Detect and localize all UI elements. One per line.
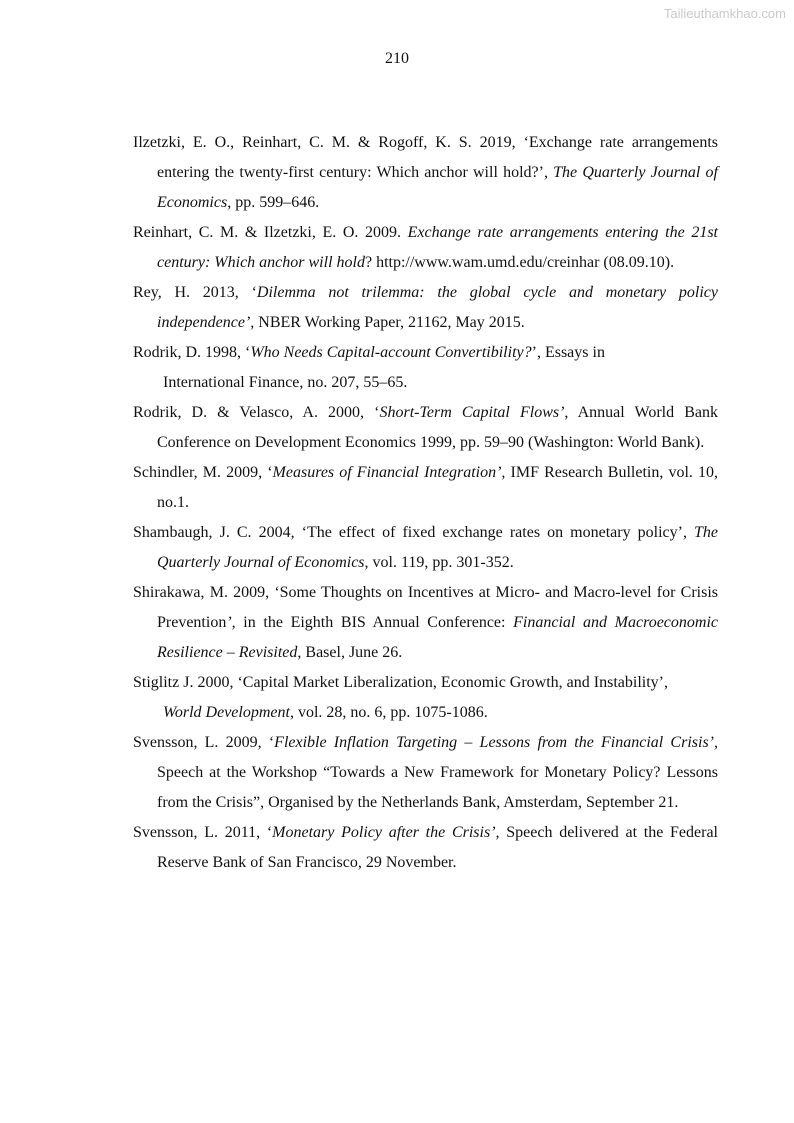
reference-text: ? http://www.wam.umd.edu/creinhar (08.09.10). <box>364 254 675 271</box>
reference-continuation-line <box>157 698 718 728</box>
reference-entry <box>133 398 718 458</box>
reference-text: Rodrik, D. & Velasco, A. 2000, ‘ <box>133 404 380 421</box>
reference-entry <box>133 218 718 278</box>
reference-text: , Basel, June 26. <box>297 644 403 661</box>
watermark-text: Tailieuthamkhao.com <box>663 6 786 21</box>
reference-entry <box>133 668 718 728</box>
reference-text: International Finance, no. 207, 55–65. <box>163 374 408 391</box>
reference-text: Stiglitz J. 2000, ‘Capital Market Liberalization, Economic Growth, and Instability’, <box>133 674 668 691</box>
reference-text: Rodrik, D. 1998, ‘ <box>133 344 251 361</box>
reference-text: Ilzetzki, E. O., Reinhart, C. M. & Rogoff, K. S. 2019, <box>133 134 524 151</box>
reference-text: , vol. 119, pp. 301-352. <box>364 554 514 571</box>
reference-italic-text: Short-Term Capital Flows’ <box>379 404 565 421</box>
reference-entry <box>133 278 718 338</box>
reference-entry <box>133 458 718 518</box>
reference-entry <box>133 128 718 218</box>
reference-text: Rey, H. 2013, ‘ <box>133 284 257 301</box>
reference-italic-text: Financial and Macroeconomic Resilience – Revisited <box>157 614 719 661</box>
reference-text: , vol. 28, no. 6, pp. 1075-1086. <box>289 704 488 721</box>
reference-text: Svensson, L. 2011, ‘ <box>133 824 273 841</box>
reference-italic-text: Who Needs Capital-account Convertibility? <box>250 344 532 361</box>
reference-italic-text: Measures of Financial Integration’, <box>272 464 506 481</box>
reference-text: NBER Working Paper, 21162, May 2015. <box>254 314 525 331</box>
reference-italic-text: Flexible Inflation Targeting – Lessons from the Financial Crisis’, <box>274 734 719 751</box>
reference-text: Speech at the Workshop “Towards a New Framework for Monetary Policy? Lessons from the Crisis”, Organised by the Netherlands Bank, Amsterdam, September 21. <box>157 764 718 811</box>
reference-italic-text: ’, <box>226 614 236 631</box>
reference-text: ’, Essays in <box>531 344 605 361</box>
reference-text: Reinhart, C. M. & Ilzetzki, E. O. 2009. <box>133 224 408 241</box>
reference-list <box>133 128 718 878</box>
reference-entry <box>133 818 718 878</box>
reference-entry <box>133 728 718 818</box>
reference-text: Shambaugh, J. C. 2004, ‘The effect of fixed exchange rates on monetary policy’, <box>133 524 694 541</box>
reference-continuation-line <box>157 368 718 398</box>
reference-text: Speech delivered at the Federal Reserve Bank of San Francisco, 29 November. <box>157 824 719 871</box>
reference-text: IMF Research Bulletin, vol. 10, no.1. <box>157 464 718 511</box>
reference-text: in the Eighth BIS Annual Conference: <box>235 614 514 631</box>
reference-entry <box>133 338 718 398</box>
reference-italic-text: Monetary Policy after the Crisis’, <box>272 824 500 841</box>
reference-text: , Annual World Bank Conference on Development Economics 1999, pp. 59–90 (Washington: World Bank). <box>157 404 718 451</box>
reference-text: Svensson, L. 2009, ‘ <box>133 734 275 751</box>
reference-text: Schindler, M. 2009, ‘ <box>133 464 273 481</box>
reference-entry <box>133 578 718 668</box>
reference-italic-text: Exchange rate arrangements entering the 21st century: Which anchor will hold <box>157 224 719 271</box>
reference-text: , pp. 599–646. <box>227 194 320 211</box>
reference-entry <box>133 518 718 578</box>
reference-italic-text: World Development <box>163 704 290 721</box>
reference-text: Shirakawa, M. 2009, ‘Some Thoughts on Incentives at Micro- and Macro-level for Crisis Prevention <box>133 584 718 631</box>
page-number: 210 <box>385 50 409 67</box>
reference-text: ‘Exchange rate arrangements entering the twenty-first century: Which anchor will hold?’, <box>157 134 719 181</box>
reference-italic-text: Dilemma not trilemma: the global cycle and monetary policy independence’, <box>157 284 719 331</box>
reference-italic-text: The Quarterly Journal of Economics <box>157 524 718 571</box>
reference-italic-text: The Quarterly Journal of Economics <box>157 164 718 211</box>
